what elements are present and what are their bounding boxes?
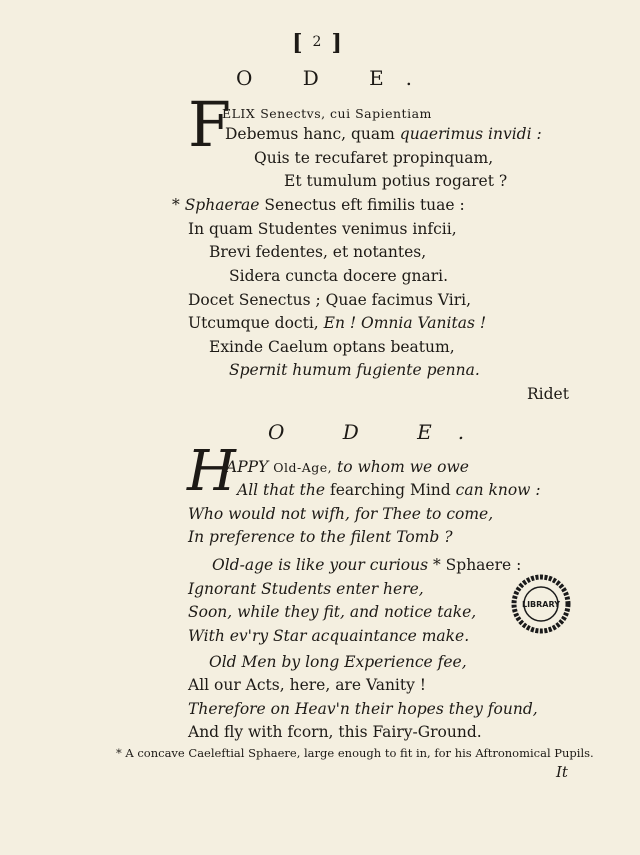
latin-line: Docet Senectus ; Quae facimus Viri, <box>188 291 472 309</box>
latin-line: Exinde Caelum optans beatum, <box>209 338 455 356</box>
english-line: Soon, while they fit, and notice take, <box>188 603 477 621</box>
page-number: [ 2 ] <box>292 30 348 56</box>
footnote: * A concave Caeleftial Sphaere, large enough to fit in, for his Aftronomical Pupils. <box>116 746 594 760</box>
english-first-line: APPY Old-Age, to whom we owe <box>226 458 469 476</box>
english-dropcap: H <box>187 439 236 504</box>
latin-line: Utcumque docti, En ! Omnia Vanitas ! <box>188 314 487 332</box>
latin-line: * Sphaerae Senectus eft fimilis tuae : <box>172 196 465 214</box>
english-line: Old Men by long Experience fee, <box>209 653 467 671</box>
latin-ode-title: O D E. <box>235 66 435 90</box>
latin-line: Sidera cuncta docere gnari. <box>229 267 449 285</box>
english-line: Who would not wifh, for Thee to come, <box>188 505 494 523</box>
english-ode-title: O D E. <box>268 420 491 444</box>
english-line: With ev'ry Star acquaintance make. <box>188 627 470 645</box>
english-line: Therefore on Heav'n their hopes they found, <box>188 700 538 718</box>
latin-line: Brevi fedentes, et notantes, <box>209 243 427 261</box>
english-line: Ignorant Students enter here, <box>188 580 424 598</box>
english-line: In preference to the filent Tomb ? <box>188 528 453 546</box>
english-line: All that the fearching Mind can know : <box>237 481 541 499</box>
latin-line: Et tumulum potius rogaret ? <box>284 172 508 190</box>
svg-text:LIBRARY: LIBRARY <box>521 600 561 609</box>
english-line: Old-age is like your curious * Sphaere : <box>212 556 522 574</box>
latin-dropcap: F <box>188 88 232 161</box>
latin-line: Quis te recufaret propinquam, <box>254 149 494 167</box>
latin-catchword: Ridet <box>527 385 569 403</box>
latin-first-line: ELIX Senectvs, cui Sapientiam <box>222 106 432 121</box>
catchword: It <box>556 763 568 781</box>
library-stamp <box>511 574 571 634</box>
latin-line: In quam Studentes venimus infcii, <box>188 220 457 238</box>
english-line: All our Acts, here, are Vanity ! <box>188 676 427 694</box>
english-line: And fly with fcorn, this Fairy-Ground. <box>188 723 482 741</box>
latin-line: Debemus hanc, quam quaerimus invidi : <box>225 125 542 143</box>
latin-line: Spernit humum fugiente penna. <box>229 361 480 379</box>
